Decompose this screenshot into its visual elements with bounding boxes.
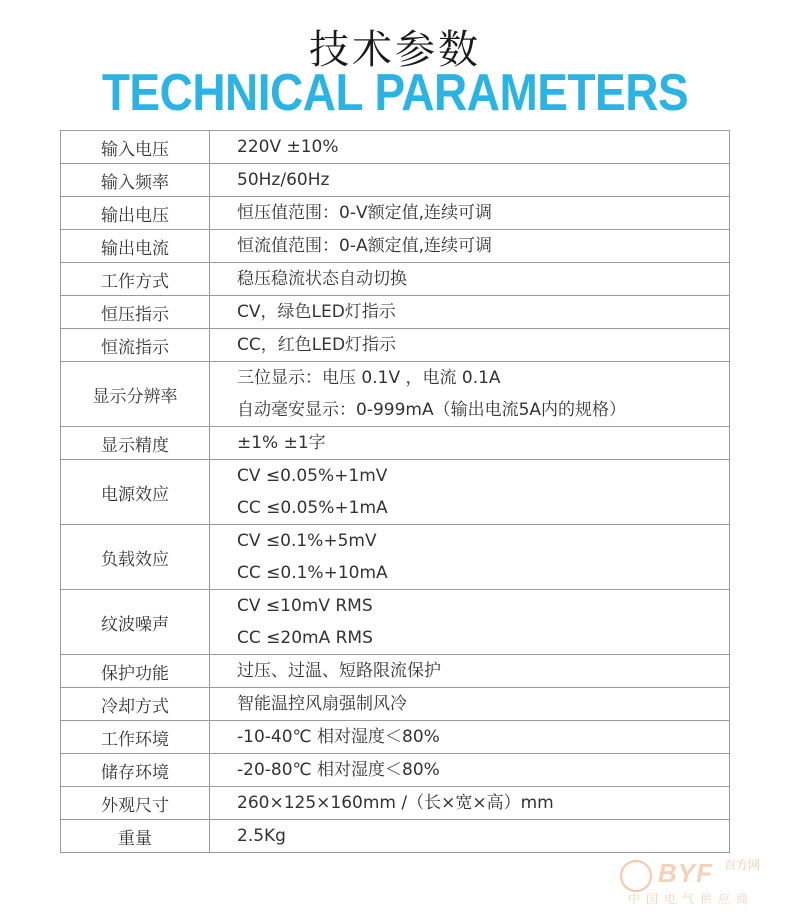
parameter-value <box>210 590 730 655</box>
table-row <box>61 329 730 362</box>
parameter-value-line: CC，红色LED灯指示 <box>237 335 397 355</box>
parameter-value-line: 260×125×160mm /（长×宽×高）mm <box>237 793 554 813</box>
page-title-cn: 技术参数 <box>309 27 481 73</box>
parameter-label: 重量 <box>61 820 210 853</box>
parameter-value <box>210 754 730 787</box>
parameter-value-line: CV ≤0.1%+5mV <box>237 531 377 551</box>
parameter-value-line: CC ≤20mA RMS <box>237 628 373 648</box>
table-row <box>61 263 730 296</box>
parameter-label: 保护功能 <box>61 655 210 688</box>
parameter-label: 工作方式 <box>61 263 210 296</box>
parameter-label: 输入频率 <box>61 164 210 197</box>
table-row <box>61 164 730 197</box>
parameter-value <box>210 525 730 590</box>
parameter-value-line: 三位显示：电压 0.1V ，电流 0.1A <box>237 368 501 388</box>
parameter-value-line: 恒流值范围：0-A额定值,连续可调 <box>237 236 492 256</box>
parameter-value-line: 50Hz/60Hz <box>237 170 330 190</box>
table-row <box>61 230 730 263</box>
parameter-value-line: 220V ±10% <box>237 137 339 157</box>
parameter-value-line: -20-80℃ 相对湿度＜80% <box>237 760 440 780</box>
parameter-value <box>210 688 730 721</box>
parameter-label: 输入电压 <box>61 131 210 164</box>
parameter-label: 显示精度 <box>61 427 210 460</box>
parameter-value-line: CV，绿色LED灯指示 <box>237 302 396 322</box>
parameter-value-line: 智能温控风扇强制风冷 <box>237 694 407 714</box>
watermark-subtitle: 中国电气供应商 <box>628 892 755 906</box>
parameter-value-line: 2.5Kg <box>237 826 286 846</box>
table-row <box>61 820 730 853</box>
table-row <box>61 197 730 230</box>
table-row <box>61 721 730 754</box>
parameter-label: 储存环境 <box>61 754 210 787</box>
watermark <box>620 854 780 910</box>
parameter-label: 外观尺寸 <box>61 787 210 820</box>
watermark-circle-icon <box>620 860 652 892</box>
parameter-value-line: 过压、过温、短路限流保护 <box>237 661 441 681</box>
parameter-value-line: CV ≤0.05%+1mV <box>237 466 388 486</box>
parameter-value <box>210 329 730 362</box>
parameter-value-line: ±1% ±1字 <box>237 433 326 453</box>
parameter-value-line: CV ≤10mV RMS <box>237 596 373 616</box>
table-row <box>61 131 730 164</box>
parameter-label: 显示分辨率 <box>61 362 210 427</box>
table-row <box>61 590 730 655</box>
parameter-label: 恒压指示 <box>61 296 210 329</box>
table-row <box>61 460 730 525</box>
table-row <box>61 787 730 820</box>
parameter-value <box>210 427 730 460</box>
table-row <box>61 688 730 721</box>
parameter-value-line: CC ≤0.05%+1mA <box>237 498 388 518</box>
table-row <box>61 754 730 787</box>
parameter-label: 负载效应 <box>61 525 210 590</box>
watermark-logo-cn: 百方网 <box>724 858 761 872</box>
parameter-value <box>210 362 730 427</box>
parameter-value-line: 自动毫安显示：0-999mA（输出电流5A内的规格） <box>237 400 627 420</box>
table-row <box>61 525 730 590</box>
parameter-value-line: 恒压值范围：0-V额定值,连续可调 <box>237 203 492 223</box>
page-title-en: TECHNICAL PARAMETERS <box>101 63 689 122</box>
parameter-value <box>210 164 730 197</box>
parameter-label: 输出电流 <box>61 230 210 263</box>
table-row <box>61 427 730 460</box>
parameter-value <box>210 263 730 296</box>
parameter-label: 工作环境 <box>61 721 210 754</box>
parameter-value <box>210 820 730 853</box>
parameter-label: 恒流指示 <box>61 329 210 362</box>
parameter-label: 冷却方式 <box>61 688 210 721</box>
parameter-value-line: CC ≤0.1%+10mA <box>237 563 388 583</box>
parameter-label: 输出电压 <box>61 197 210 230</box>
parameter-label: 电源效应 <box>61 460 210 525</box>
parameter-value <box>210 721 730 754</box>
table-row <box>61 296 730 329</box>
parameter-value <box>210 197 730 230</box>
parameter-value-line: -10-40℃ 相对湿度＜80% <box>237 727 440 747</box>
parameters-table <box>60 130 730 853</box>
watermark-logo: BYF <box>658 858 713 888</box>
parameter-value <box>210 655 730 688</box>
parameter-value <box>210 787 730 820</box>
parameters-table-body <box>61 131 730 853</box>
parameter-value <box>210 460 730 525</box>
parameter-value <box>210 131 730 164</box>
parameter-label: 纹波噪声 <box>61 590 210 655</box>
parameter-value <box>210 230 730 263</box>
parameter-value <box>210 296 730 329</box>
parameter-value-line: 稳压稳流状态自动切换 <box>237 269 407 289</box>
table-row <box>61 362 730 427</box>
table-row <box>61 655 730 688</box>
